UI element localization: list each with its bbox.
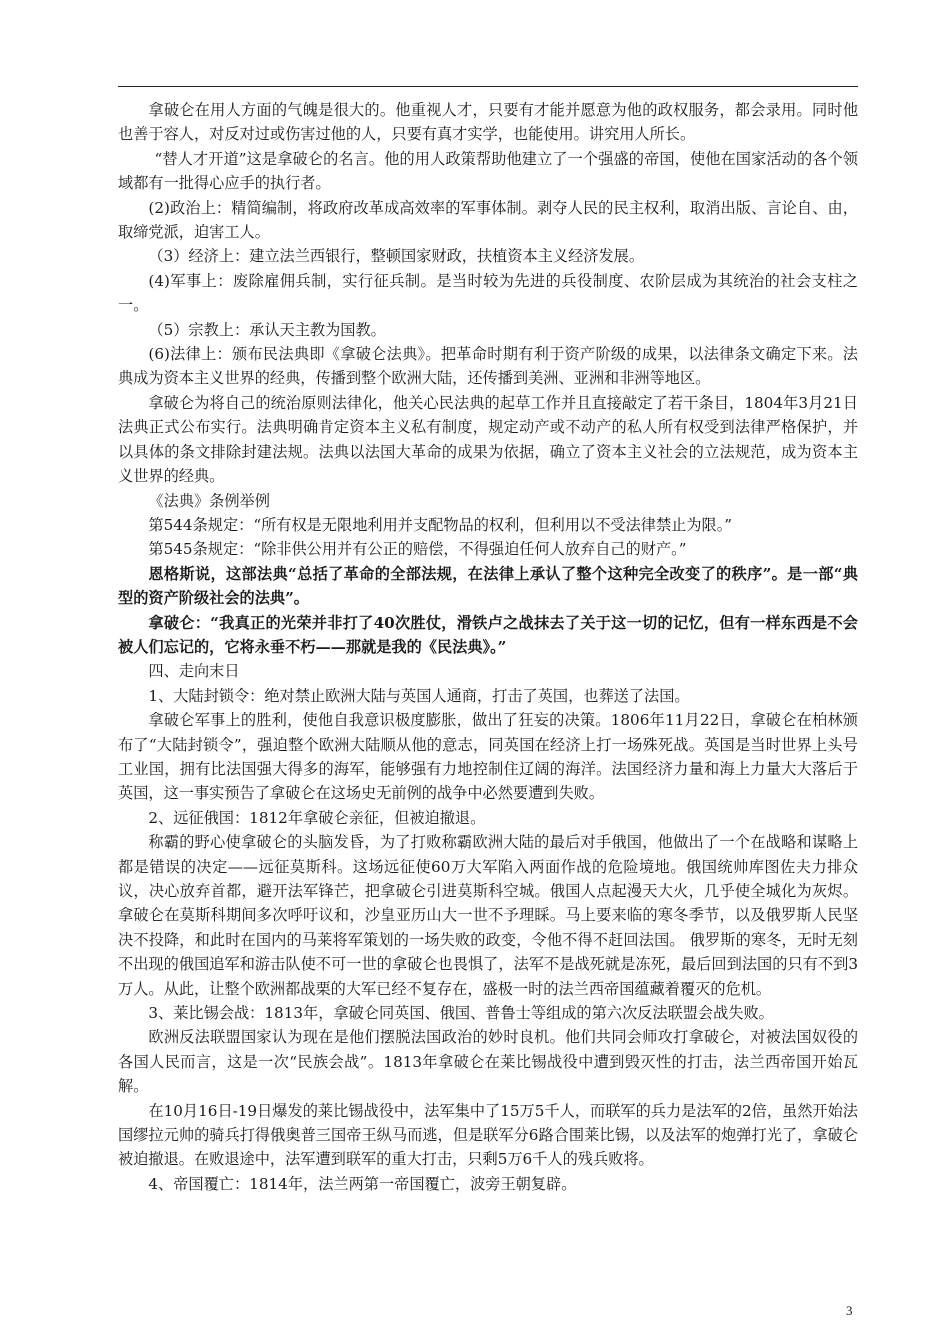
paragraph: 拿破仑军事上的胜利，使他自我意识极度膨胀，做出了狂妄的决策。1806年11月22日，拿破仑在柏林颁布了“大陆封锁令”，强迫整个欧洲大陆顺从他的意志，同英国在经济上打一场殊死战。英国是当时世界上头号工业国，拥有比法国强大得多的海军，能够强有力地控制住辽阔的海洋。法国经济力量和海上力量大大落后于英国，这一事实预告了拿破仑在这场史无前例的战争中必然要遭到失败。 xyxy=(118,711,858,803)
paragraph: 拿破仑为将自己的统治原则法律化，他关心民法典的起草工作并且直接敲定了若干条目，1804年3月21日法典正式公布实行。法典明确肯定资本主义私有制度，规定动产或不动产的私人所有权受到法律严格保护，并以具体的条文排除封建法规。法典以法国大革命的成果为依据，确立了资本主义社会的立法规范，成为资本主义世界的经典。 xyxy=(118,393,858,486)
paragraph: （5）宗教上：承认天主教为国教。 xyxy=(148,320,386,339)
paragraph: 欧洲反法联盟国家认为现在是他们摆脱法国政治的妙时良机。他们共同会师攻打拿破仑，对被法国奴役的各国人民而言，这是一次“民族会战”。1813年拿破仑在莱比锡战役中遭到毁灭性的打击，法兰西帝国开始瓦解。 xyxy=(118,1028,858,1096)
paragraph: (6)法律上：颁布民法典即《拿破仑法典》。把革命时期有利于资产阶级的成果，以法律条文确定下来。法典成为资本主义世界的经典，传播到整个欧洲大陆，还传播到美洲、亚洲和非洲等地区。 xyxy=(118,345,858,388)
paragraph: 拿破仑在用人方面的气魄是很大的。他重视人才，只要有才能并愿意为他的政权服务，都会录用。同时他也善于容人，对反对过或伤害过他的人，只要有真才实学，也能使用。讲究用人所长。 xyxy=(118,101,858,144)
paragraph: 1、大陆封锁令：绝对禁止欧洲大陆与英国人通商，打击了英国，也葬送了法国。 xyxy=(148,686,690,705)
bold-quote-paragraph: 恩格斯说，这部法典“总括了革命的全部法规，在法律上承认了整个这种完全改变了的秩序”。是一部“典型的资产阶级社会的法典”。 xyxy=(118,564,858,608)
paragraph: 3、莱比锡会战：1813年，拿破仑同英国、俄国、普鲁士等组成的第六次反法联盟会战失败。 xyxy=(148,1004,774,1023)
paragraph: “替人才开道”这是拿破仑的名言。他的用人政策帮助他建立了一个强盛的帝国，使他在国家活动的各个领域都有一批得心应手的执行者。 xyxy=(118,149,858,193)
document-body xyxy=(118,98,858,1196)
paragraph: 2、远征俄国：1812年拿破仑亲征，但被迫撤退。 xyxy=(148,808,486,827)
section-heading: 四、走向末日 xyxy=(148,662,240,681)
paragraph: 在10月16日-19日爆发的莱比锡战役中，法军集中了15万5千人，而联军的兵力是法军的2倍，虽然开始法国缪拉元帅的骑兵打得俄奥普三国帝王纵马而逃，但是联军分6路合围莱比锡，以及法军的炮弹打光了，拿破仑被迫撤退。在败退途中，法军遭到联军的重大打击，只剩5万6千人的残兵败将。 xyxy=(118,1101,858,1169)
header-rule xyxy=(118,86,858,87)
paragraph: （3）经济上：建立法兰西银行，整顿国家财政，扶植资本主义经济发展。 xyxy=(148,247,645,266)
paragraph: (2)政治上：精简编制，将政府改革成高效率的军事体制。剥夺人民的民主权利，取消出版、言论自、由，取缔党派，迫害工人。 xyxy=(118,198,858,242)
paragraph: (4)军事上：废除雇佣兵制，实行征兵制。是当时较为先进的兵役制度、农阶层成为其统治的社会支柱之一。 xyxy=(118,271,858,315)
bold-quote-paragraph: 拿破仑：“我真正的光荣并非打了40次胜仗，滑铁卢之战抹去了关于这一切的记忆，但有一样东西是不会被人们忘记的，它将永垂不朽——那就是我的《民法典》。” xyxy=(118,613,858,656)
page-number: 3 xyxy=(846,1303,853,1318)
paragraph: 4、帝国覆亡：1814年，法兰两第一帝国覆亡，波旁王朝复辟。 xyxy=(148,1174,577,1193)
paragraph: 称霸的野心使拿破仑的头脑发昏，为了打败称霸欧洲大陆的最后对手俄国，他做出了一个在战略和谋略上都是错误的决定——远征莫斯科。这场远征使60万大军陷入两面作战的危险境地。俄国统帅库图佐夫力排众议，决心放弃首都，避开法军锋芒，把拿破仑引进莫斯科空城。俄国人点起漫天大火，几乎使全城化为灰烬。拿破仑在莫斯科期间多次呼吁议和，沙皇亚历山大一世不予理睬。马上要来临的寒冬季节，以及俄罗斯人民坚决不投降，和此时在国内的马莱将军策划的一场失败的政变，令他不得不赶回法国。 俄罗斯的寒冬，无时无刻不出现的俄国追军和游击队使不可一世的拿破仑也畏惧了，法军不是战死就是冻死，最后回到法国的只有不到3万人。从此，让整个欧洲都战栗的大军已经不复存在，盛极一时的法兰西帝国蕴藏着覆灭的危机。 xyxy=(118,833,858,998)
paragraph: 《法典》条例举例 xyxy=(148,491,270,510)
paragraph: 第545条规定：“除非供公用并有公正的赔偿，不得强迫任何人放弃自己的财产。” xyxy=(148,540,687,559)
paragraph: 第544条规定：“所有权是无限地利用并支配物品的权利，但利用以不受法律禁止为限。” xyxy=(148,515,733,534)
